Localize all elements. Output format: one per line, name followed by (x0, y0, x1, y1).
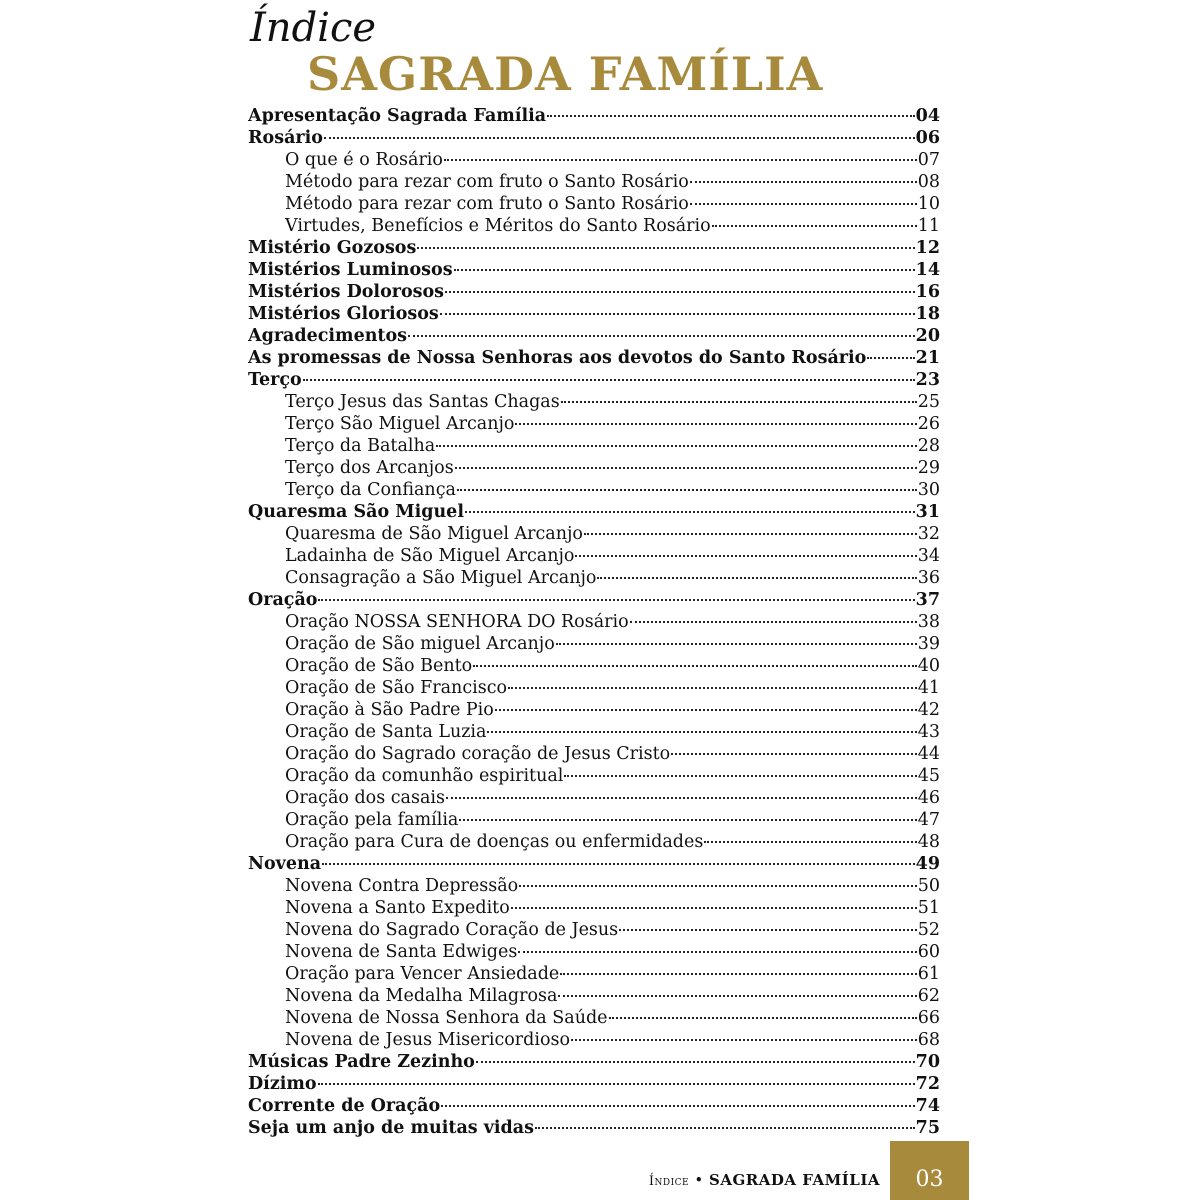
toc-dot-leader (408, 335, 915, 337)
toc-section-entry (248, 105, 940, 127)
toc-section-entry (248, 127, 940, 149)
toc-entry-page: 10 (917, 194, 940, 214)
toc-entry-page: 68 (917, 1030, 940, 1050)
toc-subsection-entry (248, 457, 940, 479)
toc-dot-leader (609, 1017, 917, 1019)
toc-entry-title: Quaresma de São Miguel Arcanjo (285, 524, 583, 544)
toc-subsection-entry (248, 193, 940, 215)
toc-entry-page: 50 (917, 876, 940, 896)
toc-subsection-entry (248, 699, 940, 721)
toc-entry-title: Músicas Padre Zezinho (248, 1052, 475, 1072)
toc-subsection-entry (248, 941, 940, 963)
toc-entry-title: Agradecimentos (248, 326, 408, 346)
toc-subsection-entry (248, 963, 940, 985)
toc-entry-page: 51 (917, 898, 940, 918)
toc-dot-leader (303, 379, 915, 381)
toc-section-entry (248, 259, 940, 281)
toc-section-entry (248, 369, 940, 391)
toc-subsection-entry (248, 567, 940, 589)
toc-entry-page: 21 (915, 348, 940, 368)
toc-entry-title: Terço da Batalha (285, 436, 436, 456)
toc-entry-page: 42 (917, 700, 940, 720)
toc-dot-leader (584, 533, 917, 535)
toc-entry-page: 72 (915, 1074, 940, 1094)
toc-subsection-entry (248, 633, 940, 655)
toc-dot-leader (459, 819, 916, 821)
footer-separator: • (694, 1171, 704, 1189)
page-number-badge: 03 (890, 1141, 969, 1200)
toc-dot-leader (571, 1039, 917, 1041)
toc-entry-title: Novena Contra Depressão (285, 876, 519, 896)
toc-entry-page: 36 (917, 568, 940, 588)
toc-entry-page: 41 (917, 678, 940, 698)
toc-dot-leader (575, 555, 916, 557)
toc-entry-title: Novena do Sagrado Coração de Jesus (285, 920, 619, 940)
toc-entry-page: 40 (917, 656, 940, 676)
toc-section-entry (248, 1095, 940, 1117)
toc-entry-page: 66 (917, 1008, 940, 1028)
toc-entry-page: 08 (917, 172, 940, 192)
toc-dot-leader (556, 643, 917, 645)
toc-entry-page: 29 (917, 458, 940, 478)
toc-subsection-entry (248, 391, 940, 413)
toc-subsection-entry (248, 677, 940, 699)
toc-dot-leader (457, 489, 917, 491)
toc-entry-title: Oração à São Padre Pio (285, 700, 494, 720)
toc-entry-page: 30 (917, 480, 940, 500)
toc-dot-leader (495, 709, 917, 711)
toc-entry-title: Novena de Nossa Senhora da Saúde (285, 1008, 608, 1028)
toc-entry-title: Dízimo (248, 1074, 317, 1094)
toc-entry-title: Novena da Medalha Milagrosa (285, 986, 558, 1006)
toc-entry-title: Apresentação Sagrada Família (248, 106, 547, 126)
toc-entry-title: Método para rezar com fruto o Santo Rosário (285, 194, 689, 214)
toc-entry-page: 06 (915, 128, 940, 148)
toc-section-entry (248, 347, 940, 369)
toc-entry-title: Terço Jesus das Santas Chagas (285, 392, 560, 412)
toc-entry-title: Novena de Jesus Misericordioso (285, 1030, 571, 1050)
toc-dot-leader (515, 423, 916, 425)
toc-dot-leader (487, 731, 916, 733)
toc-dot-leader (444, 159, 917, 161)
toc-section-entry (248, 237, 940, 259)
toc-dot-leader (867, 357, 914, 359)
toc-subsection-entry (248, 985, 940, 1007)
toc-section-entry (248, 1051, 940, 1073)
toc-entry-page: 74 (915, 1096, 940, 1116)
toc-dot-leader (535, 1127, 915, 1129)
toc-entry-title: Corrente de Oração (248, 1096, 441, 1116)
toc-dot-leader (690, 181, 917, 183)
book-title: SAGRADA FAMÍLIA (307, 47, 824, 101)
toc-subsection-entry (248, 413, 940, 435)
indice-heading: Índice (250, 5, 377, 51)
toc-dot-leader (597, 577, 916, 579)
page-footer (0, 1141, 1200, 1200)
toc-dot-leader (547, 115, 915, 117)
toc-dot-leader (712, 225, 917, 227)
toc-entry-page: 49 (915, 854, 940, 874)
toc-entry-title: Ladainha de São Miguel Arcanjo (285, 546, 575, 566)
toc-section-entry (248, 589, 940, 611)
toc-entry-page: 38 (917, 612, 940, 632)
toc-entry-page: 31 (915, 502, 940, 522)
toc-section-entry (248, 501, 940, 523)
toc-subsection-entry (248, 919, 940, 941)
toc-entry-page: 23 (915, 370, 940, 390)
toc-entry-title: Oração dos casais (285, 788, 445, 808)
toc-subsection-entry (248, 171, 940, 193)
toc-entry-title: Seja um anjo de muitas vidas (248, 1118, 534, 1138)
toc-dot-leader (445, 291, 915, 293)
toc-dot-leader (322, 863, 915, 865)
toc-dot-leader (560, 973, 916, 975)
toc-entry-title: Quaresma São Miguel (248, 502, 464, 522)
toc-entry-page: 44 (917, 744, 940, 764)
toc-entry-title: Mistérios Dolorosos (248, 282, 445, 302)
toc-section-entry (248, 303, 940, 325)
toc-entry-page: 26 (917, 414, 940, 434)
toc-entry-page: 39 (917, 634, 940, 654)
toc-dot-leader (564, 775, 916, 777)
toc-dot-leader (671, 753, 917, 755)
toc-dot-leader (561, 401, 917, 403)
toc-subsection-entry (248, 875, 940, 897)
toc-subsection-entry (248, 743, 940, 765)
toc-entry-title: Rosário (248, 128, 323, 148)
toc-entry-page: 37 (915, 590, 940, 610)
toc-entry-title: Oração pela família (285, 810, 459, 830)
toc-entry-page: 32 (917, 524, 940, 544)
toc-dot-leader (465, 511, 915, 513)
toc-dot-leader (324, 137, 915, 139)
toc-dot-leader (690, 203, 917, 205)
table-of-contents (248, 105, 940, 1139)
toc-dot-leader (454, 269, 915, 271)
toc-entry-title: Mistério Gozosos (248, 238, 417, 258)
toc-entry-title: As promessas de Nossa Senhoras aos devotos do Santo Rosário (248, 348, 867, 368)
toc-entry-page: 25 (917, 392, 940, 412)
toc-entry-title: Novena (248, 854, 322, 874)
toc-dot-leader (436, 445, 917, 447)
toc-subsection-entry (248, 721, 940, 743)
toc-entry-page: 62 (917, 986, 940, 1006)
toc-dot-leader (476, 1061, 915, 1063)
toc-entry-title: Oração para Vencer Ansiedade (285, 964, 560, 984)
toc-entry-page: 07 (917, 150, 940, 170)
toc-dot-leader (455, 467, 917, 469)
toc-subsection-entry (248, 655, 940, 677)
toc-entry-title: Consagração a São Miguel Arcanjo (285, 568, 597, 588)
toc-entry-title: Oração da comunhão espiritual (285, 766, 564, 786)
toc-entry-page: 52 (917, 920, 940, 940)
toc-subsection-entry (248, 765, 940, 787)
toc-entry-title: Mistérios Luminosos (248, 260, 453, 280)
toc-subsection-entry (248, 149, 940, 171)
toc-dot-leader (518, 951, 916, 953)
toc-subsection-entry (248, 897, 940, 919)
toc-entry-title: Novena de Santa Edwiges (285, 942, 518, 962)
toc-dot-leader (704, 841, 916, 843)
toc-dot-leader (446, 797, 917, 799)
toc-entry-title: Terço da Confiança (285, 480, 456, 500)
toc-entry-title: Oração de Santa Luzia (285, 722, 487, 742)
toc-entry-page: 18 (915, 304, 940, 324)
toc-subsection-entry (248, 809, 940, 831)
footer-running-head (649, 1171, 880, 1189)
toc-entry-page: 04 (915, 106, 940, 126)
toc-entry-page: 70 (915, 1052, 940, 1072)
footer-section: Índice (648, 1174, 690, 1189)
toc-subsection-entry (248, 523, 940, 545)
toc-dot-leader (619, 929, 917, 931)
toc-entry-page: 60 (917, 942, 940, 962)
toc-entry-title: Oração de São Bento (285, 656, 473, 676)
toc-entry-title: Oração de São Francisco (285, 678, 508, 698)
toc-entry-title: Terço dos Arcanjos (285, 458, 454, 478)
toc-section-entry (248, 325, 940, 347)
toc-entry-page: 45 (917, 766, 940, 786)
toc-subsection-entry (248, 787, 940, 809)
toc-entry-page: 11 (917, 216, 940, 236)
toc-subsection-entry (248, 545, 940, 567)
toc-section-entry (248, 853, 940, 875)
toc-dot-leader (440, 313, 915, 315)
toc-entry-page: 14 (915, 260, 940, 280)
toc-entry-page: 61 (917, 964, 940, 984)
toc-entry-title: Terço São Miguel Arcanjo (285, 414, 515, 434)
toc-entry-title: Oração (248, 590, 318, 610)
toc-section-entry (248, 1117, 940, 1139)
toc-entry-page: 75 (915, 1118, 940, 1138)
toc-entry-title: Oração para Cura de doenças ou enfermidades (285, 832, 704, 852)
toc-entry-title: Oração NOSSA SENHORA DO Rosário (285, 612, 629, 632)
toc-entry-page: 48 (917, 832, 940, 852)
toc-dot-leader (441, 1105, 914, 1107)
toc-subsection-entry (248, 435, 940, 457)
toc-entry-title: Oração de São miguel Arcanjo (285, 634, 555, 654)
toc-section-entry (248, 1073, 940, 1095)
toc-subsection-entry (248, 611, 940, 633)
toc-dot-leader (473, 665, 917, 667)
toc-entry-title: Oração do Sagrado coração de Jesus Cristo (285, 744, 671, 764)
toc-entry-title: Terço (248, 370, 302, 390)
toc-subsection-entry (248, 1007, 940, 1029)
toc-entry-title: Mistérios Gloriosos (248, 304, 439, 324)
toc-entry-page: 12 (915, 238, 940, 258)
toc-subsection-entry (248, 215, 940, 237)
toc-dot-leader (630, 621, 917, 623)
footer-book-title: SAGRADA FAMÍLIA (709, 1171, 880, 1189)
toc-entry-page: 47 (917, 810, 940, 830)
toc-entry-page: 28 (917, 436, 940, 456)
toc-entry-title: Método para rezar com fruto o Santo Rosário (285, 172, 689, 192)
toc-section-entry (248, 281, 940, 303)
toc-dot-leader (558, 995, 916, 997)
toc-subsection-entry (248, 831, 940, 853)
toc-entry-title: Novena a Santo Expedito (285, 898, 510, 918)
toc-subsection-entry (248, 479, 940, 501)
toc-dot-leader (508, 687, 917, 689)
toc-dot-leader (417, 247, 914, 249)
toc-subsection-entry (248, 1029, 940, 1051)
toc-dot-leader (318, 1083, 915, 1085)
toc-dot-leader (511, 907, 917, 909)
toc-entry-page: 16 (915, 282, 940, 302)
toc-entry-page: 34 (917, 546, 940, 566)
toc-entry-title: Virtudes, Benefícios e Méritos do Santo Rosário (285, 216, 711, 236)
toc-dot-leader (519, 885, 917, 887)
toc-entry-page: 46 (917, 788, 940, 808)
toc-dot-leader (318, 599, 914, 601)
toc-entry-title: O que é o Rosário (285, 150, 443, 170)
toc-entry-page: 20 (915, 326, 940, 346)
toc-entry-page: 43 (917, 722, 940, 742)
